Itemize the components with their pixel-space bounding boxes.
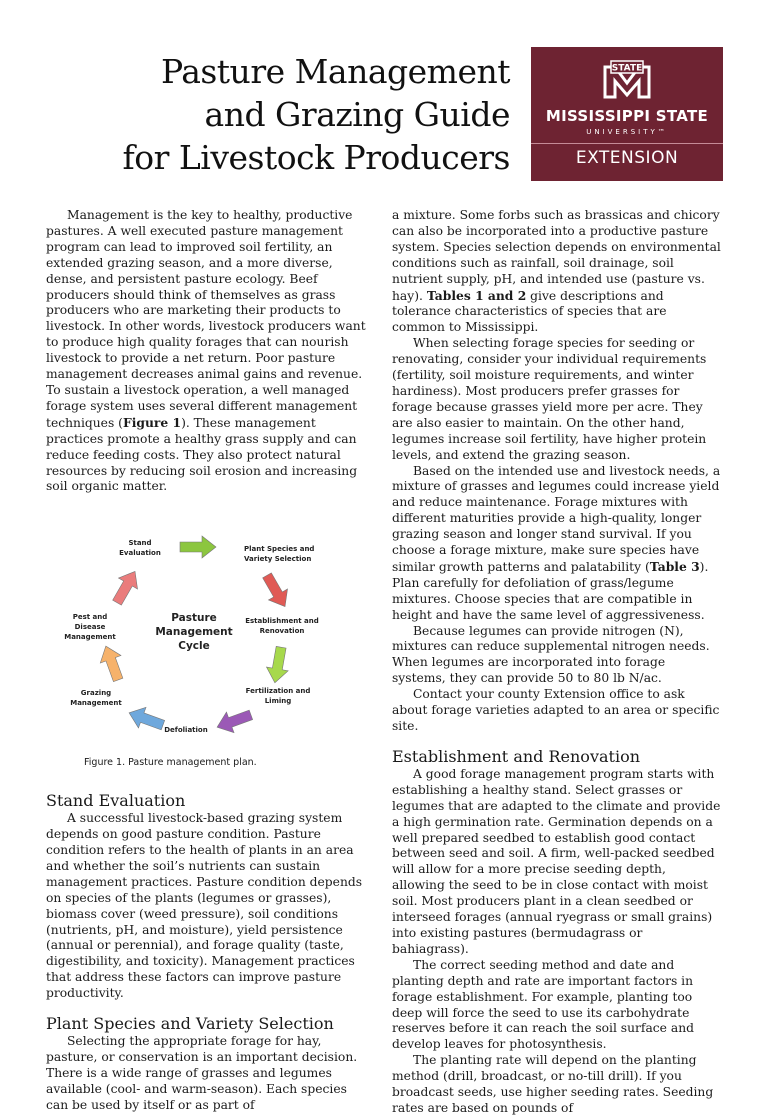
figure-caption: Figure 1. Pasture management plan. — [84, 757, 257, 769]
logo-divider — [531, 143, 723, 144]
contact-paragraph: Contact your county Extension office to ask about forage varieties adapted to an area or specific site. — [392, 687, 720, 733]
stand-evaluation-text: A successful livestock-based grazing system depends on good pasture condition. Pasture condition refers to the health of plants in an area and whether the soil’s nutrients can sustain management practices. Pasture condition depends on species of the plants (legumes or grasses), biomass cover (weed pressure), soil conditions (nutrients, pH, and moisture), yield persistence (annual or perennial), and forage quality (taste, digestibility, and toxicity). Management practices that address these factors can improve pasture productivity. — [46, 811, 363, 1001]
msu-m-logo-icon — [601, 59, 653, 101]
stand-evaluation-heading: Stand Evaluation — [46, 791, 186, 811]
cycle-stage-label: Renovation — [259, 627, 305, 636]
cycle-arrow-4 — [213, 705, 254, 738]
cycle-stage-label: Plant Species and — [244, 545, 315, 554]
establishment-paragraph-2: The correct seeding method and date and planting depth and rate are important factors in forage establishment. For example, planting too deep will force the seed to use its carbohydrate reserves before it can reach the soil surface and develop leaves for photosynthesis. — [392, 957, 694, 1052]
cycle-stage-label: Management — [64, 633, 116, 642]
logo-state-text: STATE — [611, 63, 643, 74]
forage-selection-paragraph: When selecting forage species for seeding or renovating, consider your individual requirements (fertility, soil moisture requirements, and winter hardiness). Most producers prefer grasses for forage because grasses yield more per acre. They are also easier to maintain. On the other hand, legumes increase soil fertility, have higher protein levels, and extend the grazing season. — [392, 336, 707, 462]
cycle-stage-label: Fertilization and — [245, 687, 311, 696]
title-line-1: Pasture Management — [160, 52, 510, 91]
establishment-heading: Establishment and Renovation — [392, 746, 640, 766]
cycle-arrow-7 — [107, 566, 144, 608]
plant-species-text: Selecting the appropriate forage for hay, pasture, or conservation is an important decision. There is a wide range of grasses and legumes available (cool- and warm-season). Each species can be used by itself or as part of — [46, 1034, 358, 1112]
tables-reference: Tables 1 and 2 — [426, 287, 527, 303]
cycle-arrow-3 — [264, 646, 292, 685]
cycle-arrow-5 — [125, 703, 166, 736]
document-title — [123, 50, 510, 179]
species-paragraph: a mixture. Some forbs such as brassicas and chicory can also be incorporated into a productive pasture system. Species selection depends on environmental conditions such as rainfall, soil drainage, soil nutrient supply, pH, and intended use (pasture vs. hay). Tables 1 and 2 give descriptions and tolerance characteristics of species that are common to Mississippi. — [392, 208, 721, 335]
left-column — [46, 208, 372, 1114]
pasture-cycle-diagram — [46, 515, 372, 755]
cycle-center-label: Pasture — [171, 612, 217, 625]
logo-university-name: MISSISSIPPI STATE — [545, 107, 709, 125]
cycle-stage-label: Pest and — [72, 613, 108, 622]
cycle-stage-label: Grazing — [80, 689, 112, 698]
cycle-stage-label: Management — [70, 699, 122, 708]
cycle-arrow-6 — [96, 643, 129, 684]
cycle-center-label: Cycle — [178, 640, 210, 653]
cycle-stage-label: Disease — [74, 623, 106, 632]
logo-university-word: UNIVERSITY™ — [586, 128, 668, 136]
logo-extension: EXTENSION — [575, 148, 679, 168]
pasture-cycle-figure — [46, 515, 372, 755]
plant-species-heading: Plant Species and Variety Selection — [46, 1014, 334, 1034]
establishment-paragraph-1: A good forage management program starts with establishing a healthy stand. Select grasses or legumes that are adapted to the climate and provide a high germination rate. Germination depends on a well prepared seedbed to establish good contact between seed and soil. A firm, well-packed seedbed will allow for a more precise seeding depth, allowing the seed to be in close contact with moist soil. Most producers plant in a clean seedbed or interseed forages (annual ryegrass or small grains) into existing pastures (bermudagrass or bahiagrass). — [392, 766, 721, 956]
cycle-stage-label: Variety Selection — [244, 555, 312, 564]
figure-1-reference: Figure 1 — [122, 414, 182, 430]
establishment-paragraph-3: The planting rate will depend on the planting method (drill, broadcast, or no-till drill). If you broadcast seeds, use higher seeding rates. Seeding rates are based on pounds of — [392, 1053, 714, 1115]
cycle-stage-label: Stand — [128, 539, 152, 548]
cycle-stage-label: Defoliation — [164, 726, 208, 735]
cycle-arrow-2 — [257, 570, 294, 612]
cycle-center-label: Management — [155, 626, 233, 639]
mixture-paragraph: Based on the intended use and livestock needs, a mixture of grasses and legumes could increase yield and reduce maintenance. Forage mixtures with different maturities provide a high-quality, longer grazing season and longer stand survival. If you choose a forage mixture, make sure species have similar growth patterns and palatability (Table 3). Plan carefully for defoliation of grass/legume mixtures. Choose species that are compatible in height and have the same level of aggressiveness. — [392, 463, 721, 622]
table-3-reference: Table 3 — [649, 558, 700, 574]
right-column — [392, 208, 722, 1117]
nitrogen-paragraph: Because legumes can provide nitrogen (N), mixtures can reduce supplemental nitrogen needs. When legumes are incorporated into forage systems, they can provide 50 to 80 lb N/ac. — [392, 623, 710, 686]
cycle-stage-label: Liming — [264, 697, 292, 706]
title-line-2: and Grazing Guide — [204, 95, 510, 134]
title-line-3: for Livestock Producers — [122, 138, 510, 177]
intro-paragraph: Management is the key to healthy, productive pastures. A well executed pasture management program can lead to improved soil fertility, an extended grazing season, and a more diverse, dense, and persistent pasture ecology. Beef producers should think of themselves as grass producers who are marketing their products to livestock. In other words, livestock producers want to produce high quality forages that can nourish livestock to provide a net return. Poor pasture management decreases animal gains and revenue. To sustain a livestock operation, a well managed forage system uses several different management techniques (Figure 1). These management practices promote a healthy grass supply and can reduce feeding costs. They also protect natural resources by reducing soil erosion and increasing soil organic matter. — [46, 208, 366, 494]
cycle-arrow-1 — [180, 536, 216, 558]
msu-extension-logo — [531, 47, 723, 181]
cycle-stage-label: Evaluation — [119, 549, 161, 558]
cycle-stage-label: Establishment and — [245, 617, 319, 626]
